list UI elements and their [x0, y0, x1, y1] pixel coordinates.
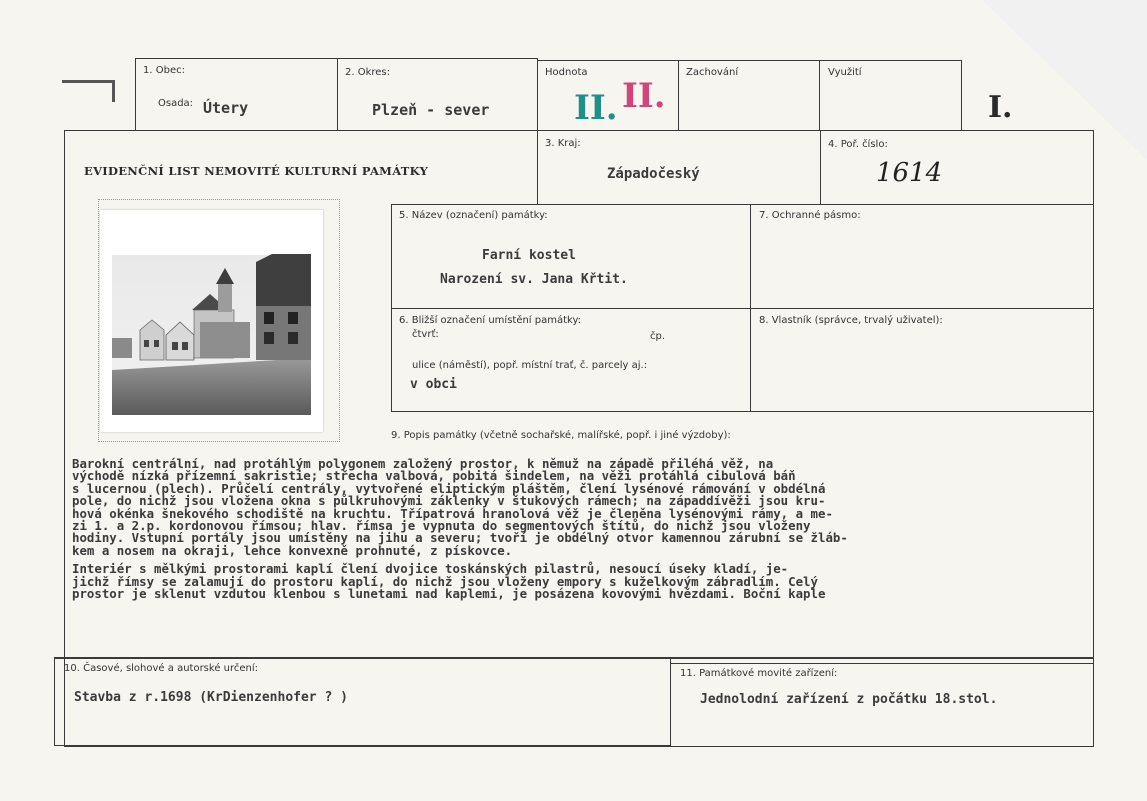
popis-line: hodiny. Vstupní portály jsou umístěny na jihu a severu; tvoří je obdélný otvor kamennou zárubní se žláb-	[72, 530, 848, 546]
por-cislo-label: 4. Poř. číslo:	[828, 139, 888, 150]
ctvrt-label: čtvrť:	[412, 329, 439, 340]
ulice-label: ulice (náměstí), popř. místní trať, č. parcely aj.:	[412, 360, 648, 371]
osada-value: Útery	[203, 99, 249, 117]
kraj-label: 3. Kraj:	[545, 138, 581, 149]
urceni-label: 10. Časové, slohové a autorské určení:	[64, 663, 259, 674]
kraj-value: Západočeský	[607, 166, 700, 182]
por-cislo-value: 1614	[876, 158, 943, 188]
osada-label: Osada:	[158, 98, 194, 109]
okres-value: Plzeň - sever	[372, 101, 490, 119]
photo	[100, 210, 323, 432]
nazev-line2: Narození sv. Jana Křtit.	[440, 272, 628, 287]
popis-line: pole, do nichž jsou vložena okna s půlkruhovými záklenky v štukových rámech; na západdívěži jsou kru-	[72, 493, 826, 509]
popis-line: Interiér s mělkými prostorami kaplí člení dvojice toskánských pilastrů, nesoucí úseky kladí, je-	[72, 561, 789, 577]
binder-mark-vertical	[112, 80, 115, 102]
form-title: EVIDENČNÍ LIST NEMOVITÉ KULTURNÍ PAMÁTKY	[84, 164, 429, 178]
umisteni-label: 6. Bližší označení umístění památky:	[399, 315, 582, 326]
vyuziti-label: Využití	[828, 67, 862, 78]
hodnota-stamp-pink: II.	[622, 76, 666, 116]
church-photo-image	[100, 210, 323, 432]
nazev-label: 5. Název (označení) památky:	[399, 210, 548, 221]
nazev-line1: Farní kostel	[482, 248, 576, 263]
hodnota-stamp-teal: II.	[574, 88, 618, 128]
obec-label: 1. Obec:	[143, 65, 185, 76]
popis-label: 9. Popis památky (včetně sochařské, malířské, popř. i jiné výzdoby):	[391, 430, 731, 441]
ochranne-pasmo-label: 7. Ochranné pásmo:	[759, 210, 861, 221]
popis-line: Barokní centrální, nad protáhlým polygonem založený prostor, k němuž na západě přiléhá věž, na	[72, 456, 774, 471]
popis-text	[72, 458, 1107, 600]
urceni-value: Stavba z r.1698 (KrDienzenhofer ? )	[74, 690, 348, 705]
popis-line: zi 1. a 2.p. kordonovou římsou; hlav. římsa je vypnuta do segmentových štítů, do nichž jsou vloženy	[72, 517, 811, 533]
popis-line: východě nízká přízemní sakristie; střecha valbová, pobitá šindelem, na věži protáhlá cibulová báň	[72, 468, 796, 484]
popis-line: hová okénka šnekového schodiště na kruchtu. Třípatrová hranolová věž je členěna lysénovými rámy, a me-	[72, 505, 833, 521]
umisteni-value: v obci	[410, 377, 457, 392]
popis-line: kem a nosem na okraji, lehce konvexně prohnuté, z pískovce.	[72, 542, 513, 558]
cp-label: čp.	[650, 331, 666, 342]
okres-label: 2. Okres:	[345, 67, 391, 78]
margin-mark: I.	[988, 90, 1013, 125]
zachovani-label: Zachování	[686, 67, 739, 78]
binder-mark	[62, 80, 114, 83]
vlastnik-label: 8. Vlastník (správce, trvalý uživatel):	[759, 315, 943, 326]
popis-line: prostor je sklenut vzdutou klenbou s lunetami nad kaplemi, je posázena kovovými hvězdami. Boční kaple	[72, 585, 826, 601]
hodnota-label: Hodnota	[545, 67, 588, 78]
popis-line: jichž římsy se zalamují do prostoru kaplí, do nichž jsou vloženy empory s kuželkovým zábradlím. Celý	[72, 573, 818, 589]
zarizeni-label: 11. Památkové movité zařízení:	[680, 668, 838, 679]
zarizeni-value: Jednolodní zařízení z počátku 18.stol.	[700, 692, 998, 707]
popis-line: s lucernou (plech). Průčelí centrály, vytvořené eliptickým pláštěm, člení lysénové rámování v obdélná	[72, 480, 826, 496]
